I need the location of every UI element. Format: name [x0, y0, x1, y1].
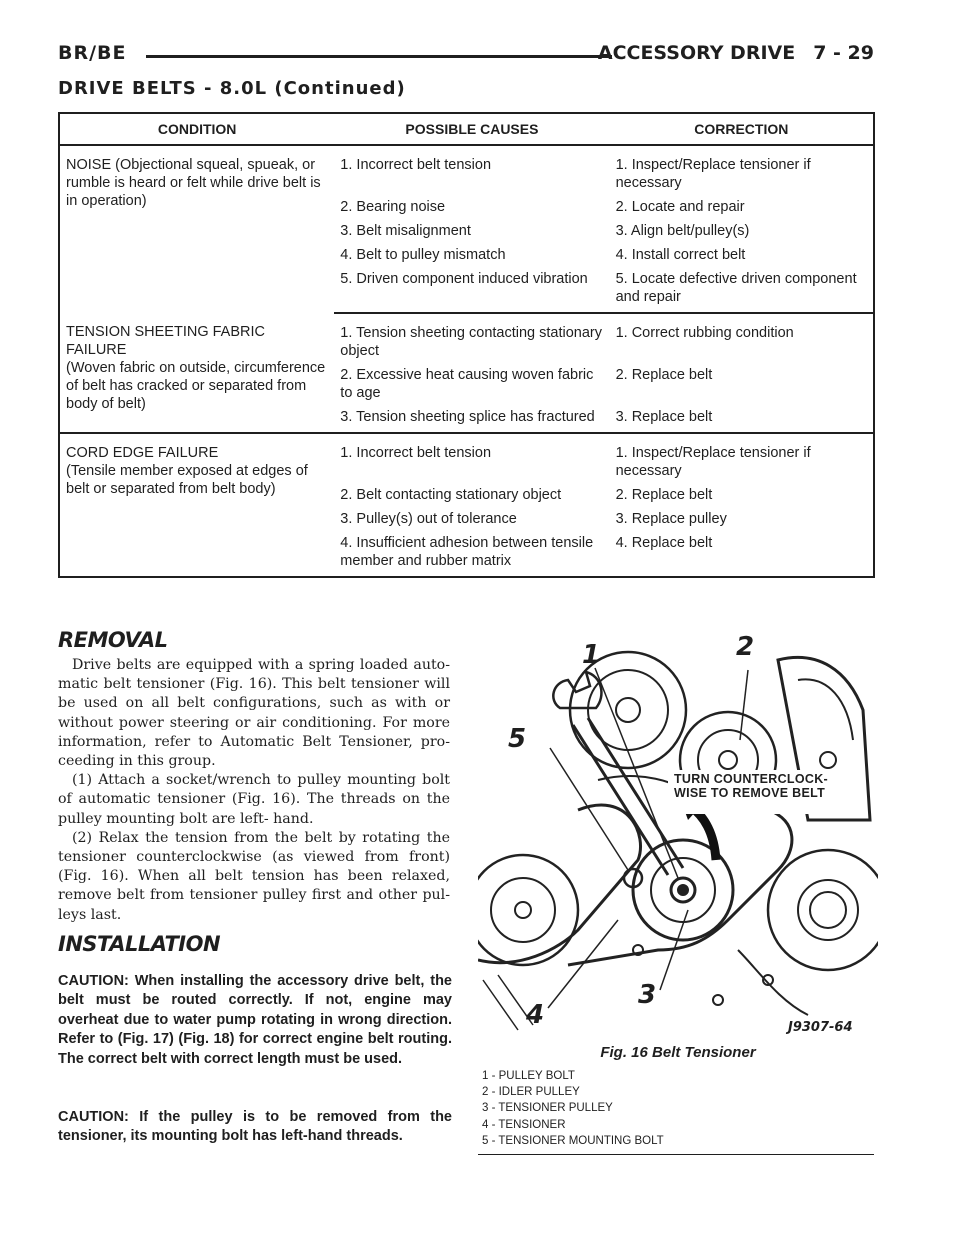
belt-tensioner-figure — [478, 620, 878, 1040]
belt-tensioner-illustration — [478, 620, 878, 1040]
cause-cell: 1. Tension sheeting contacting stationary object — [340, 325, 603, 359]
figure-id: J9307-64 — [788, 1020, 853, 1035]
correction-cell: 4. Install correct belt — [615, 247, 746, 263]
cause-cell: 3. Belt misalignment — [340, 223, 471, 239]
cause-cell: 3. Pulley(s) out of tolerance — [340, 511, 517, 527]
header-right — [598, 42, 874, 64]
cause-cell: 3. Tension sheeting splice has fractured — [334, 402, 609, 433]
figure-caption: Fig. 16 Belt Tensioner — [600, 1044, 756, 1061]
condition-cell — [59, 313, 334, 433]
legend-item: 5 - TENSIONER MOUNTING BOLT — [482, 1134, 664, 1147]
diagnosis-table — [58, 112, 875, 578]
condition-detail: (Woven fabric on outside, circumference of belt has cracked or separated from body of belt) — [66, 360, 326, 412]
callout-5: 5 — [508, 724, 527, 754]
correction-cell: 2. Locate and repair — [615, 199, 745, 215]
condition-title: TENSION SHEETING FABRIC FAILURE — [66, 324, 265, 358]
col-header-causes: POSSIBLE CAUSES — [334, 113, 609, 145]
installation-heading: INSTALLATION — [58, 932, 221, 956]
col-header-correction: CORRECTION — [610, 113, 874, 145]
caution-belt-routing: CAUTION: When installing the accessory drive belt, the belt must be routed correctly. If not, engine may overheat due to water pump rotating in wrong direction. Refer to (Fig. 17) (Fig. 18) for correct engine belt routing. The correct belt with correct length must be used. — [58, 973, 452, 1067]
model-code: BR/BE — [58, 42, 127, 64]
table-row — [59, 433, 874, 480]
cause-cell: 2. Excessive heat causing woven fabric to age — [340, 367, 594, 401]
caution-left-hand-threads: CAUTION: If the pulley is to be removed from the tensioner, its mounting bolt has left-hand threads. — [58, 1109, 452, 1145]
removal-step-1: (1) Attach a socket/wrench to pulley mounting bolt of automatic tensioner (Fig. 16). The threads on the pulley mounting bolt are left- hand. — [58, 772, 450, 827]
removal-body — [58, 656, 450, 925]
rotation-annotation — [674, 772, 828, 800]
condition-cell — [59, 433, 334, 577]
legend-rule — [478, 1154, 874, 1155]
cause-cell: 4. Insufficient adhesion between tensile member and rubber matrix — [340, 535, 594, 569]
header-rule — [146, 55, 612, 58]
page-number: 7 - 29 — [813, 42, 874, 64]
table-row — [59, 313, 874, 360]
correction-cell: 5. Locate defective driven component and repair — [610, 264, 874, 313]
legend-item: 1 - PULLEY BOLT — [482, 1070, 575, 1082]
legend-item: 3 - TENSIONER PULLEY — [482, 1102, 613, 1115]
cause-cell: 2. Belt contacting stationary object — [340, 487, 562, 503]
callout-4: 4 — [526, 1000, 545, 1030]
removal-paragraph: Drive belts are equipped with a spring loaded auto-matic belt tensioner (Fig. 16). This belt tensioner will be used on all belt configurations, such as with or without power steering or air conditioning. For more information, refer to Automatic Belt Tensioner, pro-ceeding in this group. — [58, 657, 450, 770]
table-header-row — [59, 113, 874, 145]
cause-cell: 5. Driven component induced vibration — [334, 264, 609, 313]
correction-cell: 3. Replace belt — [610, 402, 874, 433]
annotation-line-1: TURN COUNTERCLOCK- — [674, 772, 828, 786]
correction-cell: 3. Align belt/pulley(s) — [615, 223, 750, 239]
condition-cell — [59, 145, 334, 313]
continued-heading: DRIVE BELTS - 8.0L (Continued) — [58, 78, 406, 99]
removal-heading: REMOVAL — [58, 628, 168, 652]
legend-item: 2 - IDLER PULLEY — [482, 1086, 580, 1099]
figure-legend — [482, 1068, 874, 1149]
correction-cell: 1. Inspect/Replace tensioner if necessary — [615, 445, 811, 479]
cause-cell: 1. Incorrect belt tension — [340, 157, 492, 173]
correction-cell: 2. Replace belt — [615, 487, 713, 503]
condition-detail: (Tensile member exposed at edges of belt or separated from belt body) — [66, 463, 308, 497]
page-header — [58, 42, 874, 72]
condition-title: CORD EDGE FAILURE — [66, 445, 219, 461]
correction-cell: 4. Replace belt — [615, 535, 713, 551]
callout-1: 1 — [582, 640, 601, 670]
cause-cell: 2. Bearing noise — [340, 199, 446, 215]
correction-cell: 1. Inspect/Replace tensioner if necessary — [615, 157, 811, 191]
correction-cell: 2. Replace belt — [615, 367, 713, 383]
correction-cell: 3. Replace pulley — [615, 511, 727, 527]
callout-2: 2 — [736, 632, 755, 662]
legend-item: 4 - TENSIONER — [482, 1118, 566, 1131]
correction-cell: 1. Correct rubbing condition — [615, 325, 794, 341]
callout-3: 3 — [638, 980, 657, 1010]
table-row — [59, 145, 874, 192]
cause-cell: 1. Incorrect belt tension — [340, 445, 492, 461]
removal-step-2: (2) Relax the tension from the belt by rotating the tensioner counterclockwise (as viewed from front) (Fig. 16). When all belt tension has been relaxed, remove belt from tensioner pulley first and other pul-leys last. — [58, 829, 450, 923]
cause-cell: 4. Belt to pulley mismatch — [340, 247, 506, 263]
section-title: ACCESSORY DRIVE — [597, 42, 796, 64]
col-header-condition: CONDITION — [59, 113, 334, 145]
condition-text: NOISE (Objectional squeal, spueak, or rumble is heard or felt while drive belt is in operation) — [66, 157, 321, 209]
annotation-line-2: WISE TO REMOVE BELT — [674, 786, 826, 800]
